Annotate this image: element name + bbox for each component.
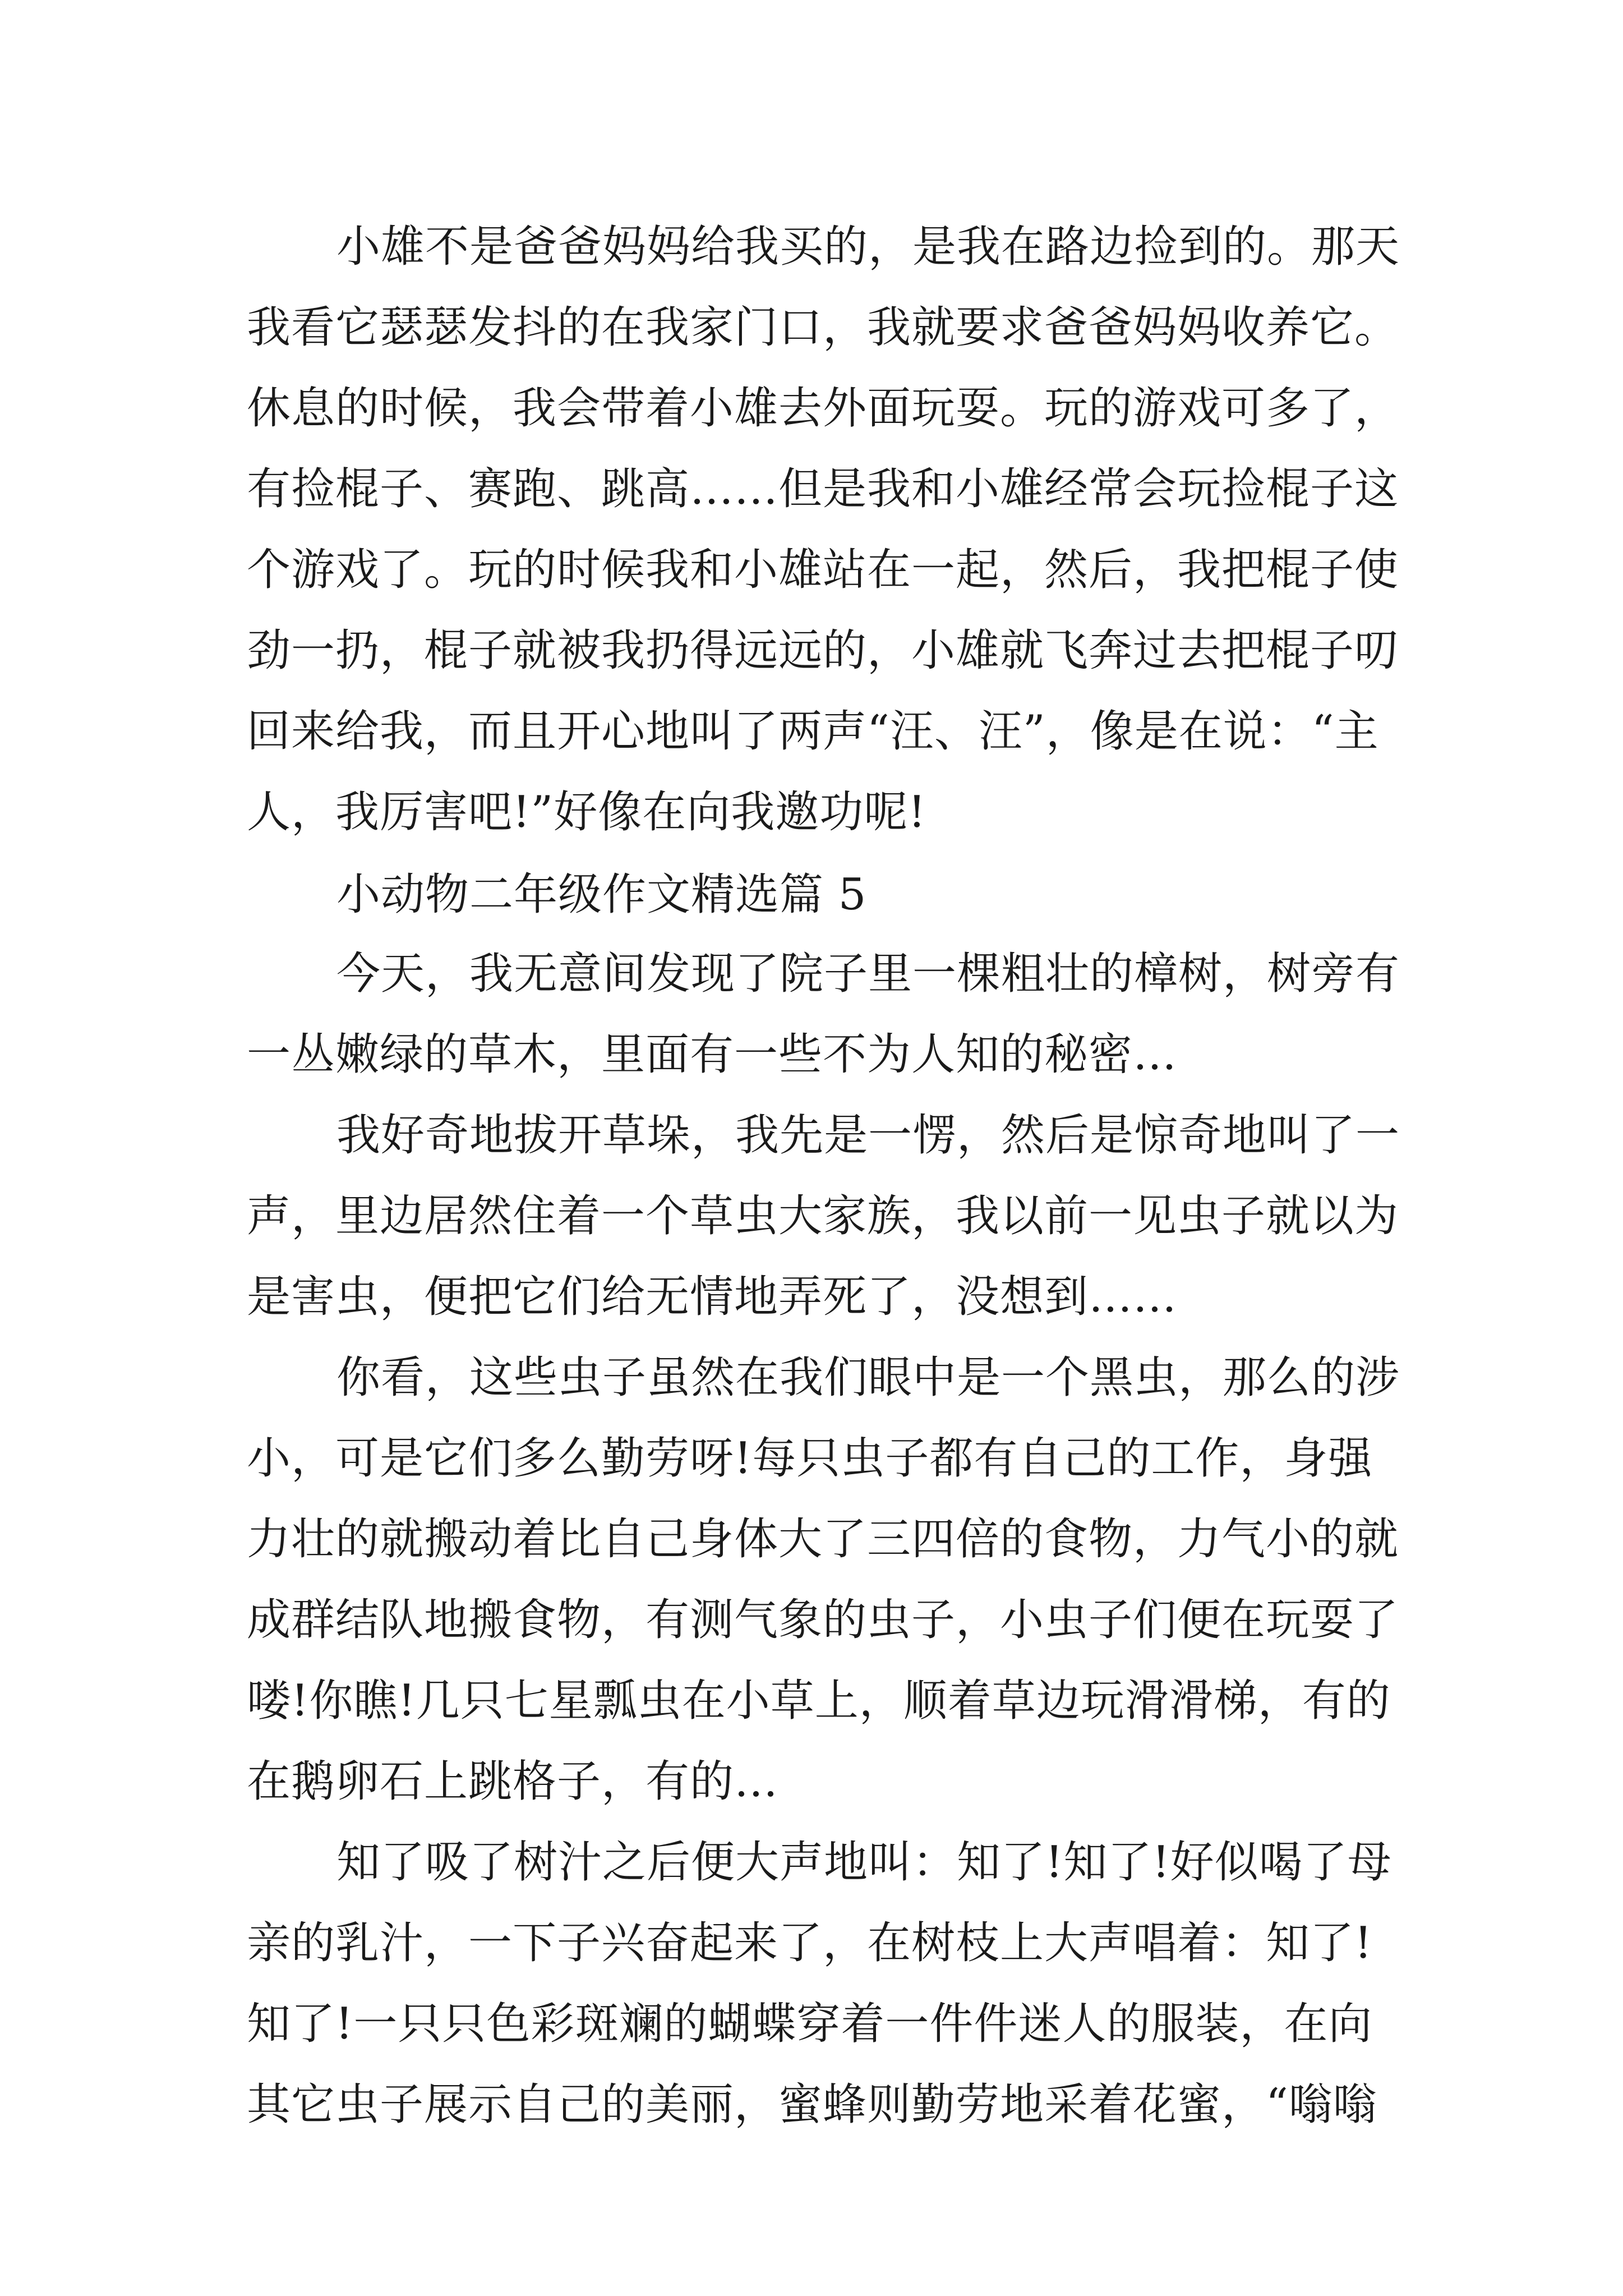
text-line: 休息的时候，我会带着小雄去外面玩耍。玩的游戏可多了， <box>247 383 1399 434</box>
text-line: 知了吸了树汁之后便大声地叫：知了!知了!好似喝了母 <box>336 1837 1392 1888</box>
text-line: 成群结队地搬食物，有测气象的虫子，小虫子们便在玩耍了 <box>247 1595 1399 1645</box>
text-line: 劲一扔，棍子就被我扔得远远的，小雄就飞奔过去把棍子叨 <box>247 625 1399 676</box>
text-line: 亲的乳汁，一下子兴奋起来了，在树枝上大声唱着：知了! <box>247 1918 1373 1968</box>
text-line: 我看它瑟瑟发抖的在我家门口，我就要求爸爸妈妈收养它。 <box>247 302 1399 353</box>
text-line: 力壮的就搬动着比自己身体大了三四倍的食物，力气小的就 <box>247 1514 1399 1565</box>
text-line: 小，可是它们多么勤劳呀!每只虫子都有自己的工作，身强 <box>247 1433 1373 1484</box>
text-line: 小雄不是爸爸妈妈给我买的，是我在路边捡到的。那天 <box>336 222 1400 272</box>
text-line: 你看，这些虫子虽然在我们眼中是一个黑虫，那么的涉 <box>336 1352 1400 1403</box>
text-line: 喽!你瞧!几只七星瓢虫在小草上，顺着草边玩滑滑梯，有的 <box>247 1676 1391 1726</box>
text-line: 今天，我无意间发现了院子里一棵粗壮的樟树，树旁有 <box>336 949 1400 999</box>
text-line: 在鹅卵石上跳格子，有的… <box>247 1756 779 1807</box>
text-line: 有捡棍子、赛跑、跳高……但是我和小雄经常会玩捡棍子这 <box>247 464 1399 514</box>
text-line: 一丛嫩绿的草木，里面有一些不为人知的秘密… <box>247 1029 1178 1080</box>
text-line: 声，里边居然住着一个草虫大家族，我以前一见虫子就以为 <box>247 1191 1399 1241</box>
text-line: 知了!一只只色彩斑斓的蝴蝶穿着一件件迷人的服装，在向 <box>247 1999 1373 2049</box>
text-line: 是害虫，便把它们给无情地弄死了，没想到…… <box>247 1272 1178 1322</box>
text-line: 其它虫子展示自己的美丽，蜜蜂则勤劳地采着花蜜，“嗡嗡 <box>247 2079 1377 2130</box>
text-line: 人，我厉害吧!”好像在向我邀功呢! <box>247 787 926 838</box>
text-line: 个游戏了。玩的时候我和小雄站在一起，然后，我把棍子使 <box>247 545 1399 595</box>
text-line: 我好奇地拔开草垛，我先是一愣，然后是惊奇地叫了一 <box>336 1110 1400 1161</box>
section-heading: 小动物二年级作文精选篇 5 <box>336 869 867 920</box>
text-line: 回来给我，而且开心地叫了两声“汪、汪”，像是在说：“主 <box>247 706 1379 757</box>
